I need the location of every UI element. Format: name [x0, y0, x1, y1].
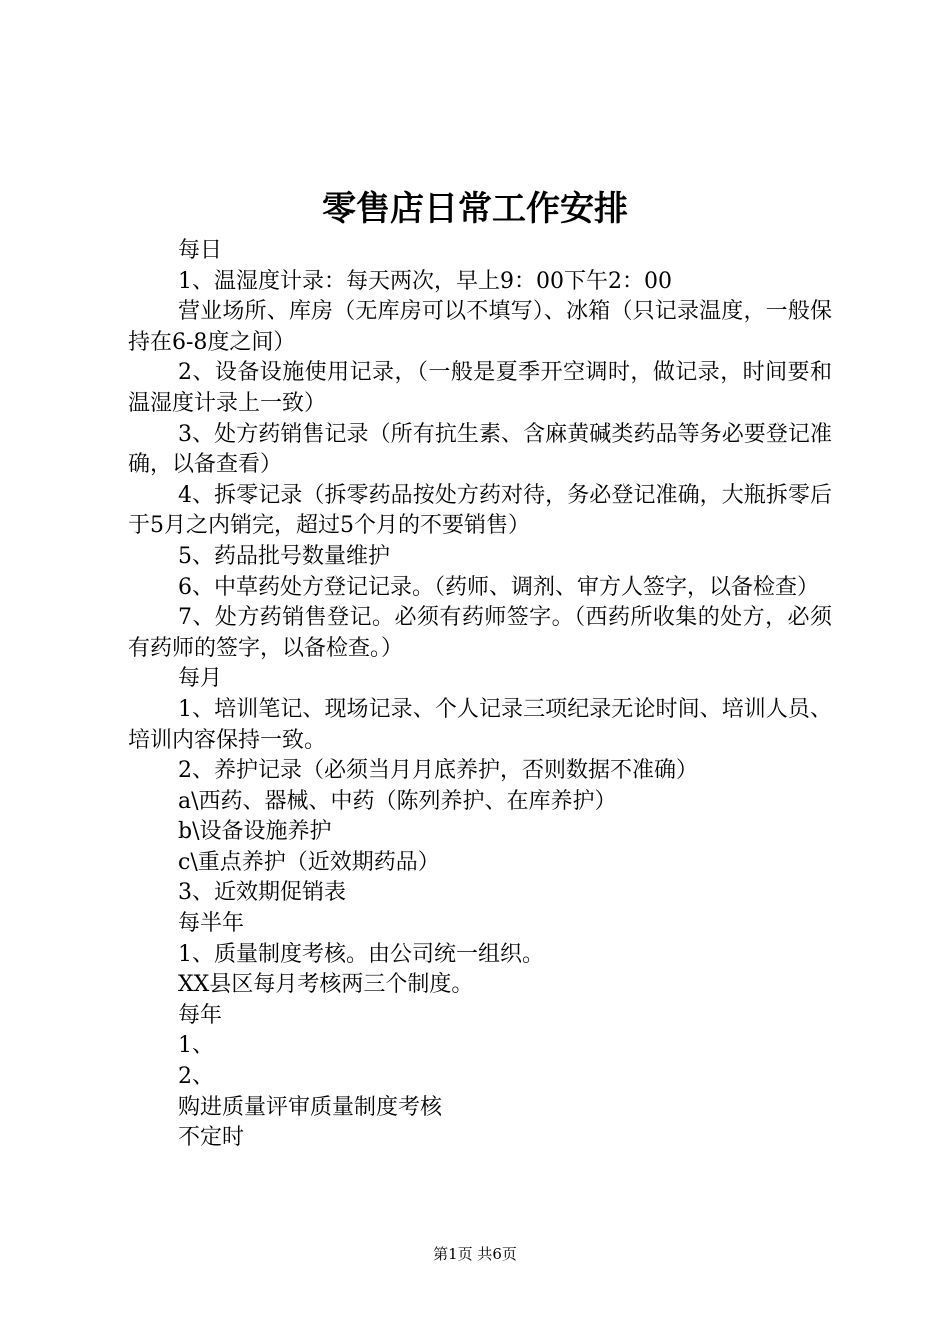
paragraph: b\设备设施养护: [178, 819, 332, 845]
paragraph: 每日: [178, 238, 223, 263]
paragraph: 每年: [178, 1002, 223, 1028]
paragraph: 1、培训笔记、现场记录、个人记录三项纪录无论时间、培训人员、培训内容保持一致。: [128, 696, 832, 753]
paragraph: 4、拆零记录（拆零药品按处方药对待，务必登记准确，大瓶拆零后于5月之内销完，超过5个月的不要销售）: [128, 482, 832, 539]
paragraph: c\重点养护（近效期药品）: [178, 849, 440, 875]
paragraph: 3、处方药销售记录（所有抗生素、含麻黄碱类药品等务必要登记准确，以备查看）: [128, 421, 832, 478]
document-title: 零售店日常工作安排: [322, 189, 628, 229]
paragraph: 2、设备设施使用记录，（一般是夏季开空调时，做记录，时间要和温湿度计录上一致）: [128, 360, 832, 416]
document-body: [128, 236, 832, 1154]
page-footer: 第1页 共6页: [433, 1245, 517, 1263]
paragraph: 3、近效期促销表: [178, 880, 346, 906]
paragraph: 营业场所、库房（无库房可以不填写）、冰箱（只记录温度，一般保持在6-8度之间）: [128, 299, 832, 355]
paragraph: 1、温湿度计录：每天两次，早上9：00下午2：00: [178, 268, 672, 294]
paragraph: 购进质量评审质量制度考核: [178, 1094, 443, 1120]
paragraph: 不定时: [178, 1125, 245, 1151]
paragraph: 7、处方药销售登记。必须有药师签字。（西药所收集的处方，必须有药师的签字，以备检查。）: [128, 605, 832, 661]
paragraph: 1、: [178, 1033, 214, 1059]
paragraph: 1、质量制度考核。由公司统一组织。: [178, 941, 544, 967]
paragraph: XX县区每月考核两三个制度。: [178, 972, 474, 998]
paragraph: 2、养护记录（必须当月月底养护，否则数据不准确）: [178, 758, 698, 784]
paragraph: a\西药、器械、中药（陈列养护、在库养护）: [178, 788, 617, 814]
paragraph: 6、中草药处方登记记录。（药师、调剂、审方人签字，以备检查）: [178, 574, 819, 600]
paragraph: 每半年: [178, 911, 245, 937]
paragraph: 2、: [178, 1064, 214, 1090]
paragraph: 5、药品批号数量维护: [178, 543, 390, 569]
paragraph: 每月: [178, 666, 223, 692]
